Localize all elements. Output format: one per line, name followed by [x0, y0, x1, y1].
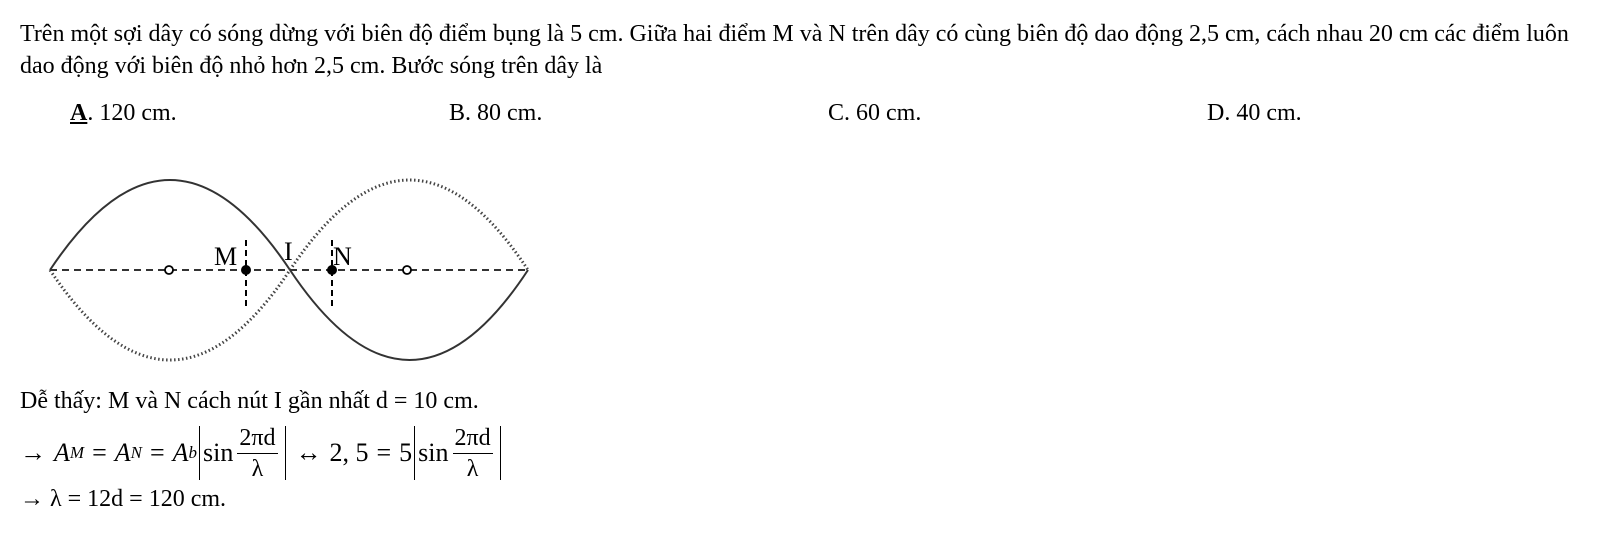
subscript-m: M — [69, 443, 85, 462]
dotted-envelope-right — [290, 180, 528, 270]
option-b-letter: B — [449, 100, 466, 126]
amp-symbol-m: A — [54, 438, 70, 467]
abs-sin-right — [414, 426, 500, 480]
solid-envelope-right — [290, 270, 528, 360]
answer-options — [0, 100, 1609, 134]
label-m: M — [214, 242, 238, 271]
antinode-left-marker — [165, 266, 173, 274]
fraction-1-denominator: λ — [251, 455, 264, 482]
sin-label-1: sin — [203, 438, 234, 467]
option-c-letter: C — [828, 100, 845, 126]
solution-line-3: → λ = 12d = 120 cm. — [20, 486, 227, 512]
label-n: N — [333, 242, 352, 271]
option-a-letter: A — [70, 100, 88, 126]
arrow-right-icon: → — [20, 438, 46, 467]
equals-2: = — [149, 438, 165, 467]
rhs-value: 5 — [399, 438, 413, 467]
solid-envelope-left — [50, 180, 290, 270]
option-d[interactable] — [1207, 100, 1302, 127]
fraction-2-denominator: λ — [466, 455, 479, 482]
antinode-right-marker — [403, 266, 411, 274]
subscript-b: b — [188, 443, 198, 462]
option-d-letter: D — [1207, 100, 1225, 126]
iff-arrow-icon: ↔ — [295, 438, 322, 467]
amp-symbol-n: A — [114, 438, 131, 467]
option-c[interactable] — [828, 100, 921, 127]
abs-sin-left — [199, 426, 285, 480]
question-text: Trên một sợi dây có sóng dừng với biên độ điểm bụng là 5 cm. Giữa hai điểm M và N trên dây có cùng biên độ dao động 2,5 cm, cách nhau 20 cm các điểm luôn dao động với biên độ nhỏ hơn 2,5 cm. Bước sóng trên dây là — [20, 21, 1569, 79]
amp-symbol-b: A — [172, 438, 189, 467]
point-m — [241, 265, 251, 275]
label-i: I — [284, 237, 293, 266]
option-c-text: . 60 cm. — [844, 100, 922, 126]
solution-line-1: Dễ thấy: M và N cách nút I gần nhất d = 10 cm. — [20, 388, 479, 414]
option-b-text: . 80 cm. — [465, 100, 543, 126]
fraction-2 — [453, 426, 493, 481]
option-b[interactable] — [449, 100, 542, 127]
option-a[interactable] — [70, 100, 177, 127]
lhs-value: 2, 5 — [329, 438, 369, 467]
standing-wave-figure — [40, 170, 540, 370]
option-a-text: . 120 cm. — [87, 100, 177, 126]
fraction-2-numerator: 2πd — [453, 426, 493, 454]
subscript-n: N — [130, 443, 142, 462]
sin-label-2: sin — [418, 438, 449, 467]
dotted-envelope-left — [50, 270, 290, 360]
fraction-1-numerator: 2πd — [237, 426, 277, 454]
option-d-text: . 40 cm. — [1224, 100, 1302, 126]
equals-3: = — [376, 438, 392, 467]
fraction-1 — [237, 426, 277, 481]
solution-equation — [20, 424, 503, 482]
equals-1: = — [92, 438, 107, 467]
